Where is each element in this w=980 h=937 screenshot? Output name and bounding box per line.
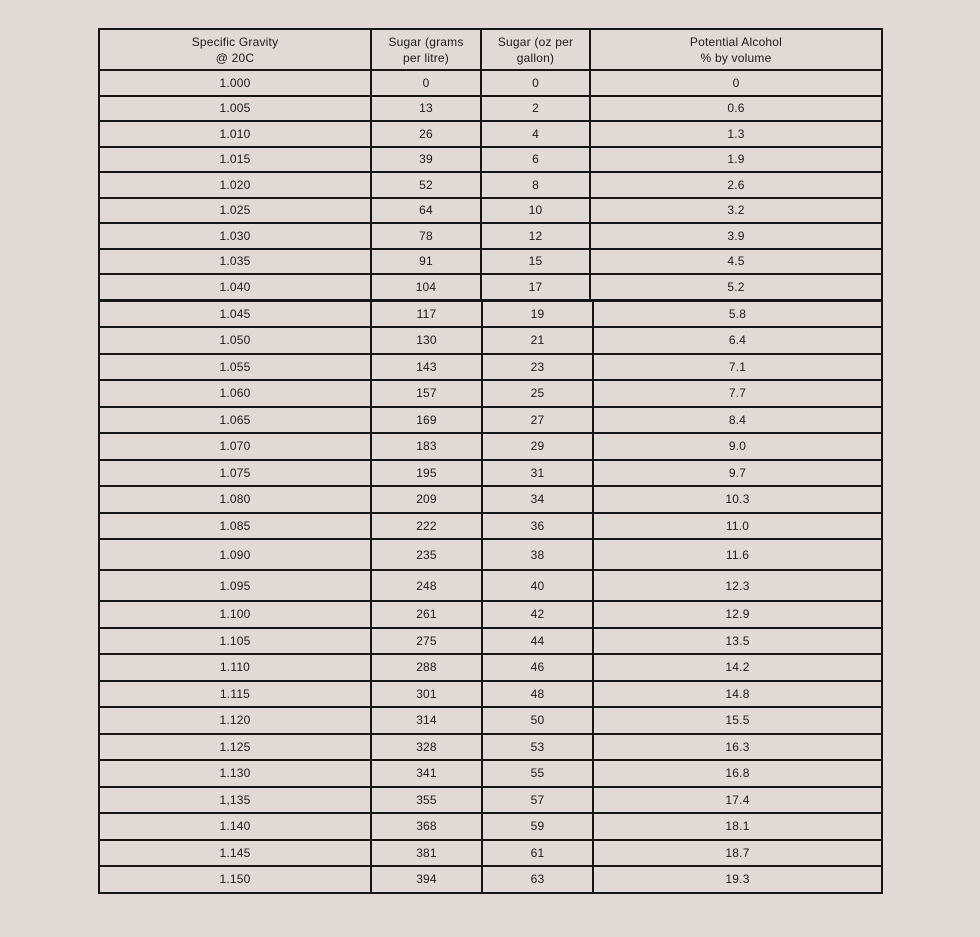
specific-gravity-cell: 1.080 [99,486,371,513]
sugar-grams-cell: 78 [371,223,481,249]
sugar-oz-cell: 63 [482,866,593,893]
table-row [99,601,882,628]
sugar-grams-cell: 341 [371,760,482,787]
sugar-grams-cell: 13 [371,96,481,122]
potential-alcohol-cell: 5.8 [593,301,882,328]
sugar-oz-cell: 34 [482,486,593,513]
sugar-oz-cell: 27 [482,407,593,434]
potential-alcohol-cell: 5.2 [590,274,882,300]
specific-gravity-cell: 1.020 [99,172,371,198]
table-row [99,301,882,328]
sugar-oz-cell: 8 [481,172,590,198]
potential-alcohol-cell: 3.9 [590,223,882,249]
potential-alcohol-cell: 11.0 [593,513,882,540]
specific-gravity-cell: 1.150 [99,866,371,893]
table-row [99,172,882,198]
table-row [99,198,882,224]
potential-alcohol-cell: 13.5 [593,628,882,655]
table-row [99,707,882,734]
sugar-grams-cell: 130 [371,327,482,354]
table-row [99,70,882,96]
sugar-oz-cell: 2 [481,96,590,122]
specific-gravity-cell: 1.040 [99,274,371,300]
table-row [99,354,882,381]
specific-gravity-cell: 1.060 [99,380,371,407]
potential-alcohol-cell: 10.3 [593,486,882,513]
sugar-oz-cell: 21 [482,327,593,354]
header-specific-gravity: Specific Gravity @ 20C [99,29,371,70]
specific-gravity-cell: 1.070 [99,433,371,460]
table-row [99,274,882,300]
sugar-oz-cell: 48 [482,681,593,708]
potential-alcohol-cell: 3.2 [590,198,882,224]
sugar-oz-cell: 31 [482,460,593,487]
potential-alcohol-cell: 2.6 [590,172,882,198]
specific-gravity-cell: 1.055 [99,354,371,381]
sugar-grams-cell: 39 [371,147,481,173]
sugar-oz-cell: 17 [481,274,590,300]
sugar-oz-cell: 44 [482,628,593,655]
sugar-oz-cell: 6 [481,147,590,173]
specific-gravity-cell: 1.105 [99,628,371,655]
sugar-grams-cell: 301 [371,681,482,708]
table-row [99,654,882,681]
specific-gravity-cell: 1.015 [99,147,371,173]
specific-gravity-cell: 1.085 [99,513,371,540]
potential-alcohol-cell: 9.7 [593,460,882,487]
sugar-oz-cell: 55 [482,760,593,787]
sugar-grams-cell: 381 [371,840,482,867]
sugar-oz-cell: 0 [481,70,590,96]
sugar-grams-cell: 104 [371,274,481,300]
sugar-grams-cell: 328 [371,734,482,761]
sugar-grams-cell: 143 [371,354,482,381]
specific-gravity-cell: 1.140 [99,813,371,840]
potential-alcohol-cell: 14.2 [593,654,882,681]
specific-gravity-cell: 1.000 [99,70,371,96]
specific-gravity-cell: 1.010 [99,121,371,147]
potential-alcohol-cell: 16.3 [593,734,882,761]
specific-gravity-cell: 1.110 [99,654,371,681]
table-row [99,327,882,354]
potential-alcohol-cell: 0 [590,70,882,96]
potential-alcohol-cell: 16.8 [593,760,882,787]
table-row [99,513,882,540]
table-row [99,147,882,173]
sugar-oz-cell: 50 [482,707,593,734]
gravity-table-top [98,28,883,301]
sugar-grams-cell: 169 [371,407,482,434]
sugar-oz-cell: 57 [482,787,593,814]
potential-alcohol-cell: 15.5 [593,707,882,734]
table-row [99,96,882,122]
table-row [99,223,882,249]
sugar-grams-cell: 26 [371,121,481,147]
specific-gravity-cell: 1.100 [99,601,371,628]
potential-alcohol-cell: 1.3 [590,121,882,147]
sugar-oz-cell: 38 [482,539,593,570]
potential-alcohol-cell: 0.6 [590,96,882,122]
potential-alcohol-cell: 18.7 [593,840,882,867]
specific-gravity-cell: 1.130 [99,760,371,787]
table-row [99,813,882,840]
specific-gravity-cell: 1.120 [99,707,371,734]
specific-gravity-cell: 1.045 [99,301,371,328]
sugar-grams-cell: 275 [371,628,482,655]
specific-gravity-cell: 1.090 [99,539,371,570]
sugar-grams-cell: 355 [371,787,482,814]
sugar-grams-cell: 368 [371,813,482,840]
table-row [99,840,882,867]
sugar-oz-cell: 46 [482,654,593,681]
specific-gravity-cell: 1.115 [99,681,371,708]
potential-alcohol-cell: 12.9 [593,601,882,628]
potential-alcohol-cell: 7.7 [593,380,882,407]
potential-alcohol-cell: 17.4 [593,787,882,814]
specific-gravity-cell: 1.075 [99,460,371,487]
sugar-oz-cell: 29 [482,433,593,460]
header-row [99,29,882,70]
table-row [99,460,882,487]
sugar-oz-cell: 10 [481,198,590,224]
sugar-oz-cell: 40 [482,570,593,601]
sugar-grams-cell: 91 [371,249,481,275]
header-potential-alcohol: Potential Alcohol % by volume [590,29,882,70]
potential-alcohol-cell: 14.8 [593,681,882,708]
sugar-grams-cell: 117 [371,301,482,328]
potential-alcohol-cell: 12.3 [593,570,882,601]
sugar-oz-cell: 25 [482,380,593,407]
potential-alcohol-cell: 8.4 [593,407,882,434]
table-row [99,734,882,761]
sugar-grams-cell: 314 [371,707,482,734]
table-row [99,486,882,513]
sugar-grams-cell: 183 [371,433,482,460]
sugar-oz-cell: 59 [482,813,593,840]
potential-alcohol-cell: 11.6 [593,539,882,570]
table-row [99,681,882,708]
specific-gravity-cell: 1.145 [99,840,371,867]
sugar-grams-cell: 52 [371,172,481,198]
potential-alcohol-cell: 4.5 [590,249,882,275]
specific-gravity-cell: 1.035 [99,249,371,275]
sugar-oz-cell: 4 [481,121,590,147]
specific-gravity-cell: 1.095 [99,570,371,601]
sugar-grams-cell: 157 [371,380,482,407]
sugar-grams-cell: 0 [371,70,481,96]
specific-gravity-cell: 1.125 [99,734,371,761]
sugar-grams-cell: 248 [371,570,482,601]
sugar-oz-cell: 19 [482,301,593,328]
potential-alcohol-cell: 18.1 [593,813,882,840]
table-row [99,866,882,893]
sugar-grams-cell: 235 [371,539,482,570]
header-sugar-grams: Sugar (grams per litre) [371,29,481,70]
sugar-oz-cell: 36 [482,513,593,540]
sugar-grams-cell: 209 [371,486,482,513]
potential-alcohol-cell: 19.3 [593,866,882,893]
potential-alcohol-cell: 6.4 [593,327,882,354]
sugar-oz-cell: 23 [482,354,593,381]
table-row [99,760,882,787]
table-row [99,433,882,460]
header-sugar-oz: Sugar (oz per gallon) [481,29,590,70]
table-row [99,628,882,655]
table-row [99,570,882,601]
sugar-grams-cell: 195 [371,460,482,487]
specific-gravity-cell: 1.065 [99,407,371,434]
table-row [99,787,882,814]
sugar-grams-cell: 288 [371,654,482,681]
sugar-oz-cell: 53 [482,734,593,761]
table-row [99,121,882,147]
sugar-oz-cell: 42 [482,601,593,628]
table-row [99,407,882,434]
potential-alcohol-cell: 9.0 [593,433,882,460]
table-row [99,539,882,570]
sugar-grams-cell: 64 [371,198,481,224]
sugar-oz-cell: 61 [482,840,593,867]
potential-alcohol-cell: 7.1 [593,354,882,381]
specific-gravity-cell: 1.050 [99,327,371,354]
table-row [99,249,882,275]
potential-alcohol-cell: 1.9 [590,147,882,173]
sugar-grams-cell: 261 [371,601,482,628]
sugar-grams-cell: 394 [371,866,482,893]
specific-gravity-cell: 1.025 [99,198,371,224]
specific-gravity-cell: 1,135 [99,787,371,814]
specific-gravity-cell: 1.030 [99,223,371,249]
specific-gravity-cell: 1.005 [99,96,371,122]
sugar-oz-cell: 15 [481,249,590,275]
sugar-grams-cell: 222 [371,513,482,540]
gravity-table-bottom [98,299,883,894]
sugar-oz-cell: 12 [481,223,590,249]
table-row [99,380,882,407]
